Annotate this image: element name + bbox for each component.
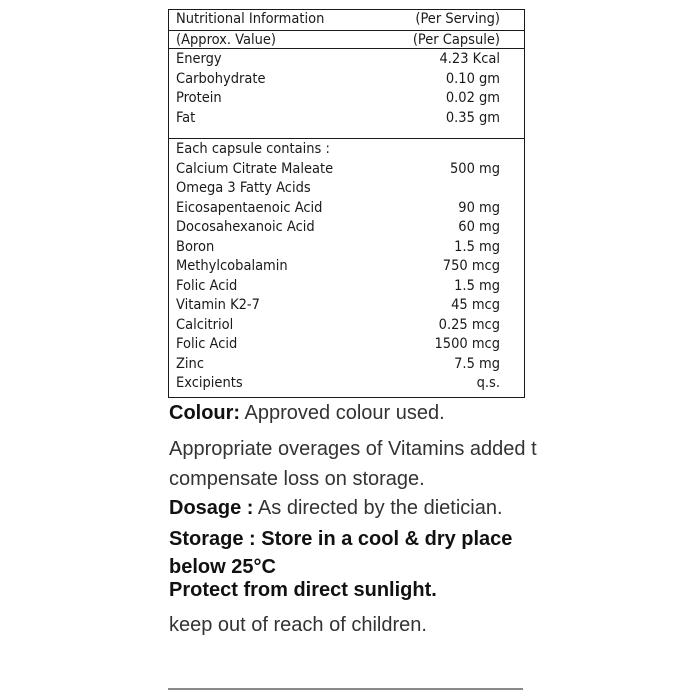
row-label: Zinc	[176, 355, 205, 372]
row-value: 0.10 gm	[445, 70, 500, 87]
table-row	[176, 199, 500, 219]
table-header-row	[169, 10, 524, 29]
keep-away-note: keep out of reach of children.	[169, 614, 427, 636]
row-value: 500 mg	[449, 160, 500, 177]
row-value: 90 mg	[458, 199, 500, 216]
row-label: Calcitriol	[176, 316, 234, 333]
table-header-row	[169, 30, 524, 49]
header-value: (Per Serving)	[415, 11, 500, 27]
row-value: 0.02 gm	[445, 90, 500, 106]
storage-line: Storage : Store in a cool & dry place	[169, 528, 513, 550]
table-row	[176, 277, 500, 297]
table-row	[176, 70, 500, 90]
header-value: (Per Capsule)	[412, 32, 500, 48]
row-value: 0.25 mcg	[438, 316, 500, 333]
nutrition-values	[169, 50, 524, 128]
dosage-note	[169, 497, 503, 520]
table-row	[176, 296, 500, 316]
table-row	[176, 109, 500, 129]
header-label: (Approx. Value)	[176, 32, 276, 48]
contains-heading-row	[176, 140, 500, 160]
row-label: Calcium Citrate Maleate	[176, 160, 334, 177]
row-label: Excipients	[176, 375, 243, 391]
bottom-divider	[168, 688, 523, 690]
row-value: 750 mcg	[442, 258, 500, 274]
row-value: 0.35 gm	[445, 109, 500, 126]
table-row	[176, 89, 500, 109]
table-row	[176, 179, 500, 199]
row-label: Omega 3 Fatty Acids	[176, 180, 311, 196]
table-row	[176, 316, 500, 336]
table-row	[176, 374, 500, 394]
table-row	[176, 50, 500, 70]
colour-note	[169, 402, 445, 425]
row-label: Carbohydrate	[176, 70, 266, 87]
dosage-text: As directed by the dietician.	[253, 497, 503, 519]
table-row	[176, 238, 500, 258]
colour-text: Approved colour used.	[240, 402, 445, 424]
row-value: 45 mcg	[451, 297, 500, 313]
row-label: Folic Acid	[176, 336, 238, 352]
row-label: Methylcobalamin	[176, 258, 288, 274]
protect-note: Protect from direct sunlight.	[169, 579, 437, 601]
row-label: Folic Acid	[176, 277, 238, 294]
table-row	[176, 355, 500, 375]
row-label: Vitamin K2-7	[176, 297, 260, 313]
table-row	[176, 335, 500, 355]
colour-label: Colour:	[169, 402, 241, 424]
table-row	[176, 257, 500, 277]
header-label: Nutritional Information	[176, 11, 325, 27]
row-label: Protein	[176, 90, 222, 106]
overages-note	[169, 434, 537, 494]
table-row	[176, 218, 500, 238]
overages-line: Appropriate overages of Vitamins added t	[169, 438, 537, 460]
dosage-label: Dosage :	[169, 497, 254, 519]
row-value: 4.23 Kcal	[439, 51, 500, 67]
row-value: q.s.	[476, 375, 500, 391]
row-value: 1.5 mg	[454, 238, 500, 255]
nutrition-table	[168, 9, 525, 398]
contains-heading: Each capsule contains :	[176, 141, 330, 157]
table-divider	[169, 138, 524, 139]
row-label: Fat	[176, 109, 196, 126]
row-value: 1.5 mg	[454, 277, 500, 294]
row-value: 60 mg	[458, 219, 500, 235]
row-label: Energy	[176, 51, 222, 67]
table-row	[176, 160, 500, 180]
row-label: Docosahexanoic Acid	[176, 219, 315, 235]
ingredient-list	[169, 140, 524, 394]
storage-line: below 25°C	[169, 556, 276, 578]
row-value: 7.5 mg	[454, 355, 500, 372]
row-value: 1500 mcg	[434, 336, 500, 352]
overages-line: compensate loss on storage.	[169, 468, 425, 490]
storage-note	[169, 525, 512, 581]
row-label: Boron	[176, 238, 215, 255]
row-label: Eicosapentaenoic Acid	[176, 199, 323, 216]
